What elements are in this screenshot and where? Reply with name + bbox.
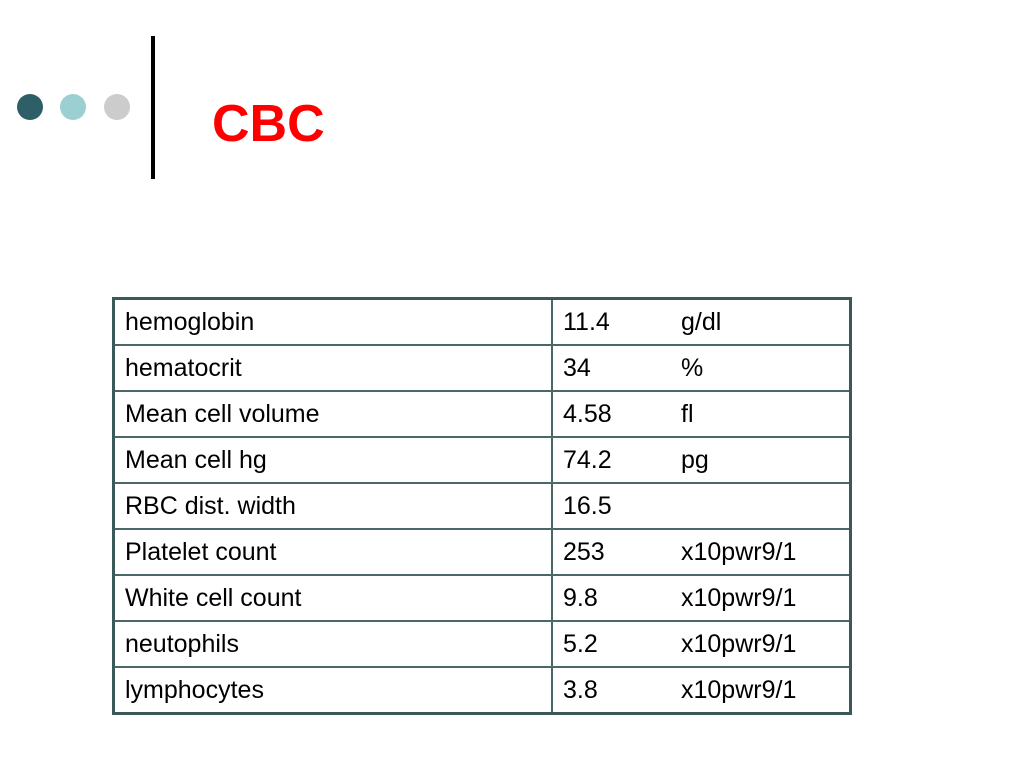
cbc-table-body <box>114 299 851 714</box>
row-value: 9.8 <box>563 583 598 612</box>
row-unit: fl <box>681 399 694 428</box>
row-unit: x10pwr9/1 <box>681 675 797 704</box>
row-unit: x10pwr9/1 <box>681 629 797 658</box>
decorative-dot-dark <box>17 94 43 120</box>
row-label: lymphocytes <box>114 667 553 714</box>
table-row <box>114 483 851 529</box>
row-unit: x10pwr9/1 <box>681 537 797 566</box>
cbc-results-table <box>112 297 852 715</box>
row-value: 34 <box>563 353 591 382</box>
row-value: 16.5 <box>563 491 612 520</box>
row-label: Mean cell hg <box>114 437 553 483</box>
row-unit: x10pwr9/1 <box>681 583 797 612</box>
decorative-dot-teal <box>60 94 86 120</box>
table-row <box>114 299 851 346</box>
table-row <box>114 391 851 437</box>
table-row <box>114 575 851 621</box>
row-unit: g/dl <box>681 307 722 336</box>
table-row <box>114 345 851 391</box>
row-value: 5.2 <box>563 629 598 658</box>
row-value: 4.58 <box>563 399 612 428</box>
row-value-cell <box>552 345 851 391</box>
row-value-cell <box>552 529 851 575</box>
row-label: hematocrit <box>114 345 553 391</box>
slide-title: CBC <box>212 95 325 153</box>
decorative-dot-gray <box>104 94 130 120</box>
row-label: Platelet count <box>114 529 553 575</box>
row-value-cell <box>552 437 851 483</box>
vertical-divider <box>151 36 155 179</box>
table-row <box>114 529 851 575</box>
row-value-cell <box>552 299 851 346</box>
table-row <box>114 437 851 483</box>
row-label: White cell count <box>114 575 553 621</box>
row-label: neutophils <box>114 621 553 667</box>
row-value-cell <box>552 483 851 529</box>
row-value-cell <box>552 575 851 621</box>
row-value: 11.4 <box>563 307 610 336</box>
row-unit: % <box>681 353 704 382</box>
row-value-cell <box>552 667 851 714</box>
row-label: RBC dist. width <box>114 483 553 529</box>
row-unit: pg <box>681 445 709 474</box>
row-label: hemoglobin <box>114 299 553 346</box>
row-value-cell <box>552 621 851 667</box>
row-label: Mean cell volume <box>114 391 553 437</box>
table-row <box>114 621 851 667</box>
row-value: 74.2 <box>563 445 612 474</box>
row-value: 253 <box>563 537 605 566</box>
row-value-cell <box>552 391 851 437</box>
row-value: 3.8 <box>563 675 598 704</box>
table-row <box>114 667 851 714</box>
